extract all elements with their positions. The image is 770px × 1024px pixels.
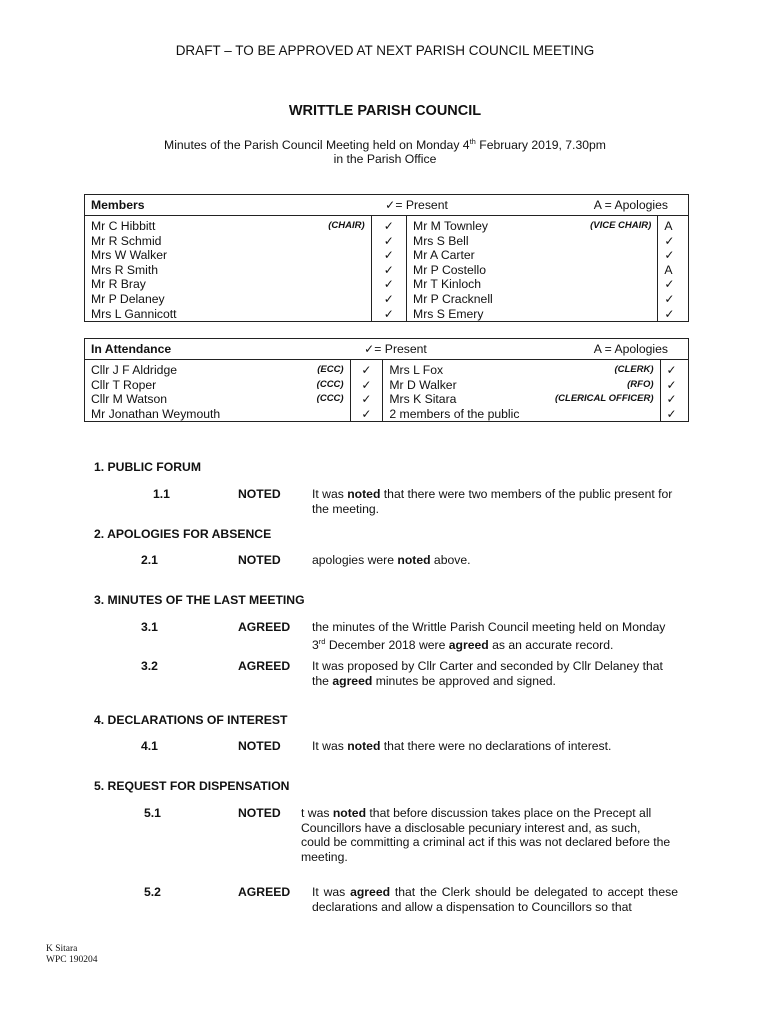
member-role (303, 307, 371, 322)
item-text-b: December 2018 were (325, 637, 449, 652)
member-row (85, 216, 689, 234)
item-text (312, 739, 682, 754)
member-mark-2: ✓ (658, 248, 689, 263)
item-text-b: that there were no declarations of interest. (380, 739, 612, 753)
item-text-line-3: could be committing a criminal act if this was not declared before the (301, 835, 671, 849)
attendance-present-legend: ✓= Present (350, 339, 539, 360)
item-text-a: apologies were (312, 553, 398, 567)
member-name-2: Mrs S Bell (413, 233, 469, 248)
item-text-line-2: Councillors have a disclosable pecuniary interest and, as such, (301, 820, 641, 835)
attendee-mark: ✓ (350, 360, 383, 378)
meeting-location: in the Parish Office (333, 152, 437, 166)
members-header-row (85, 195, 689, 216)
member-role: (CHAIR) (328, 220, 365, 231)
attendance-table (84, 338, 689, 422)
item-text-a: the minutes of the Writtle Parish Council meeting held on Monday 3 (312, 620, 666, 652)
member-row (85, 263, 689, 278)
item-text-b: that there were two members of the public present for the meeting. (312, 487, 673, 516)
item-text (312, 659, 682, 688)
members-table (84, 194, 689, 322)
member-row (85, 277, 689, 292)
attendee-role: (CCC) (316, 393, 344, 405)
attendee-row (85, 378, 689, 393)
item-number: 2.1 (141, 553, 158, 567)
item-text-b: minutes be approved and signed. (372, 673, 556, 688)
attendee-mark: ✓ (350, 392, 383, 407)
member-mark: ✓ (371, 277, 406, 292)
item-text-line-1 (301, 806, 670, 821)
item-text-b: above. (430, 553, 471, 567)
meeting-details-a: Minutes of the Parish Council Meeting held on Monday 4 (164, 138, 470, 152)
item-text (301, 806, 670, 864)
item-text (312, 620, 682, 652)
member-role-2: (VICE CHAIR) (590, 220, 652, 231)
item-text-b: that the Clerk should be delegated to accept these declarations and allow a dispensation to Councillors so that (312, 885, 678, 914)
member-role (303, 263, 371, 278)
item-number: 5.1 (144, 806, 161, 820)
attendee-name: Cllr J F Aldridge (91, 363, 178, 377)
section-dispensation: 5. REQUEST FOR DISPENSATION (94, 779, 290, 793)
member-row (85, 307, 689, 322)
footer-author: K Sitara (46, 944, 78, 954)
page-title: WRITTLE PARISH COUNCIL (288, 103, 482, 119)
item-text-bold: noted (347, 487, 381, 501)
footer (46, 944, 97, 966)
member-name-2: Mr A Carter (413, 248, 475, 263)
member-row (85, 248, 689, 263)
attendance-apologies-legend: A = Apologies (539, 339, 689, 360)
member-mark: ✓ (371, 234, 406, 249)
item-text-a: It was proposed by Cllr Carter and seconded by Cllr Delaney that the (312, 659, 663, 688)
attendee-role: (ECC) (317, 364, 344, 375)
item-text-a: It was (312, 885, 351, 899)
member-name-2: Mr P Costello (413, 262, 486, 277)
attendee-row (85, 360, 689, 378)
attendee-mark: ✓ (350, 378, 383, 393)
attendee-name: Cllr T Roper (91, 377, 157, 392)
item-text-bold: agreed (350, 885, 391, 899)
member-name: Mrs L Gannicott (91, 306, 177, 321)
attendee-name: Cllr M Watson (91, 392, 168, 407)
member-name-2: Mr P Cracknell (413, 291, 493, 306)
item-text-a: t was (301, 806, 333, 820)
item-action: NOTED (238, 553, 281, 567)
member-mark-2: ✓ (658, 234, 689, 249)
attendee-mark-2: ✓ (660, 392, 688, 407)
item-number: 4.1 (141, 739, 158, 753)
member-mark-2: A (658, 216, 689, 234)
attendee-mark: ✓ (350, 407, 383, 422)
member-mark: ✓ (371, 292, 406, 307)
member-name-2: Mr M Townley (413, 219, 488, 233)
attendee-row (85, 407, 689, 422)
item-text-b: that before discussion takes place on the Precept all (366, 806, 652, 820)
member-role-2 (546, 307, 658, 322)
attendee-name-2: Mr D Walker (389, 377, 457, 392)
member-mark-2: ✓ (658, 292, 689, 307)
item-text (312, 553, 682, 568)
item-text-bold: noted (347, 739, 381, 753)
member-name: Mr P Delaney (91, 291, 165, 306)
attendee-row (85, 392, 689, 407)
member-name-2: Mr T Kinloch (413, 277, 482, 292)
item-action: AGREED (238, 620, 291, 634)
item-text-line-4: meeting. (301, 849, 348, 864)
attendee-mark-2: ✓ (660, 378, 688, 393)
members-body (85, 216, 689, 322)
item-text (312, 487, 682, 516)
member-mark-2: A (658, 263, 689, 278)
member-mark: ✓ (371, 263, 406, 278)
member-name: Mrs W Walker (91, 248, 168, 263)
draft-notice: DRAFT – TO BE APPROVED AT NEXT PARISH COUNCIL MEETING (175, 43, 595, 58)
member-role (303, 292, 371, 307)
member-role-2 (546, 292, 658, 307)
member-mark-2: ✓ (658, 277, 689, 292)
meeting-details (0, 137, 770, 152)
attendee-role-2: (CLERICAL OFFICER) (555, 393, 654, 405)
member-name: Mrs R Smith (91, 262, 159, 277)
attendee-role: (CCC) (316, 378, 344, 390)
item-action: NOTED (238, 806, 281, 820)
item-text-bold: noted (397, 553, 431, 567)
attendee-role-2: (CLERK) (614, 364, 654, 375)
member-role-2 (546, 248, 658, 263)
attendance-body (85, 360, 689, 422)
item-text (312, 885, 678, 914)
member-mark-2: ✓ (658, 307, 689, 322)
section-minutes: 3. MINUTES OF THE LAST MEETING (94, 593, 305, 607)
item-action: AGREED (238, 659, 291, 673)
member-row (85, 292, 689, 307)
item-action: AGREED (238, 885, 291, 899)
member-role (303, 234, 371, 249)
member-mark: ✓ (371, 248, 406, 263)
attendee-name-2: 2 members of the public (389, 406, 520, 421)
item-number: 1.1 (153, 487, 170, 501)
member-role-2 (546, 263, 658, 278)
member-role (303, 248, 371, 263)
item-text-bold: noted (332, 806, 367, 820)
apologies-legend: A = Apologies (546, 195, 689, 216)
member-mark: ✓ (371, 307, 406, 322)
member-name: Mr R Bray (91, 277, 146, 292)
meeting-details-sup: th (469, 137, 476, 146)
member-name: Mr C Hibbitt (91, 219, 156, 233)
attendee-role (287, 407, 350, 422)
item-number: 3.1 (141, 620, 158, 634)
attendance-heading: In Attendance (85, 339, 351, 360)
attendee-mark-2: ✓ (660, 360, 688, 378)
member-role-2 (546, 234, 658, 249)
section-apologies: 2. APOLOGIES FOR ABSENCE (94, 527, 272, 541)
member-row (85, 234, 689, 249)
item-text-a: It was (312, 487, 348, 501)
footer-reference: WPC 190204 (46, 955, 98, 965)
attendance-header-row (85, 339, 689, 360)
attendee-role-2 (539, 407, 660, 422)
members-heading: Members (85, 195, 372, 216)
item-text-sup: rd (318, 636, 326, 646)
item-text-c: as an accurate record. (488, 637, 614, 652)
present-legend: ✓= Present (371, 195, 546, 216)
section-public-forum: 1. PUBLIC FORUM (94, 460, 201, 474)
item-number: 3.2 (141, 659, 158, 673)
attendee-mark-2: ✓ (660, 407, 688, 422)
attendee-role-2: (RFO) (627, 378, 654, 390)
item-action: NOTED (238, 739, 281, 753)
item-text-a: It was (312, 739, 348, 753)
attendee-name-2: Mrs K Sitara (389, 392, 457, 407)
member-role (303, 277, 371, 292)
member-name: Mr R Schmid (91, 233, 162, 248)
meeting-details-b: February 2019, 7.30pm (475, 138, 606, 152)
item-text-bold: agreed (332, 673, 373, 688)
item-number: 5.2 (144, 885, 161, 899)
item-text-bold: agreed (448, 637, 489, 652)
item-action: NOTED (238, 487, 281, 501)
member-role-2 (546, 277, 658, 292)
attendee-name: Mr Jonathan Weymouth (91, 406, 221, 421)
attendee-name-2: Mrs L Fox (389, 363, 444, 377)
member-name-2: Mrs S Emery (413, 306, 484, 321)
member-mark: ✓ (371, 216, 406, 234)
section-declarations: 4. DECLARATIONS OF INTEREST (94, 713, 288, 727)
